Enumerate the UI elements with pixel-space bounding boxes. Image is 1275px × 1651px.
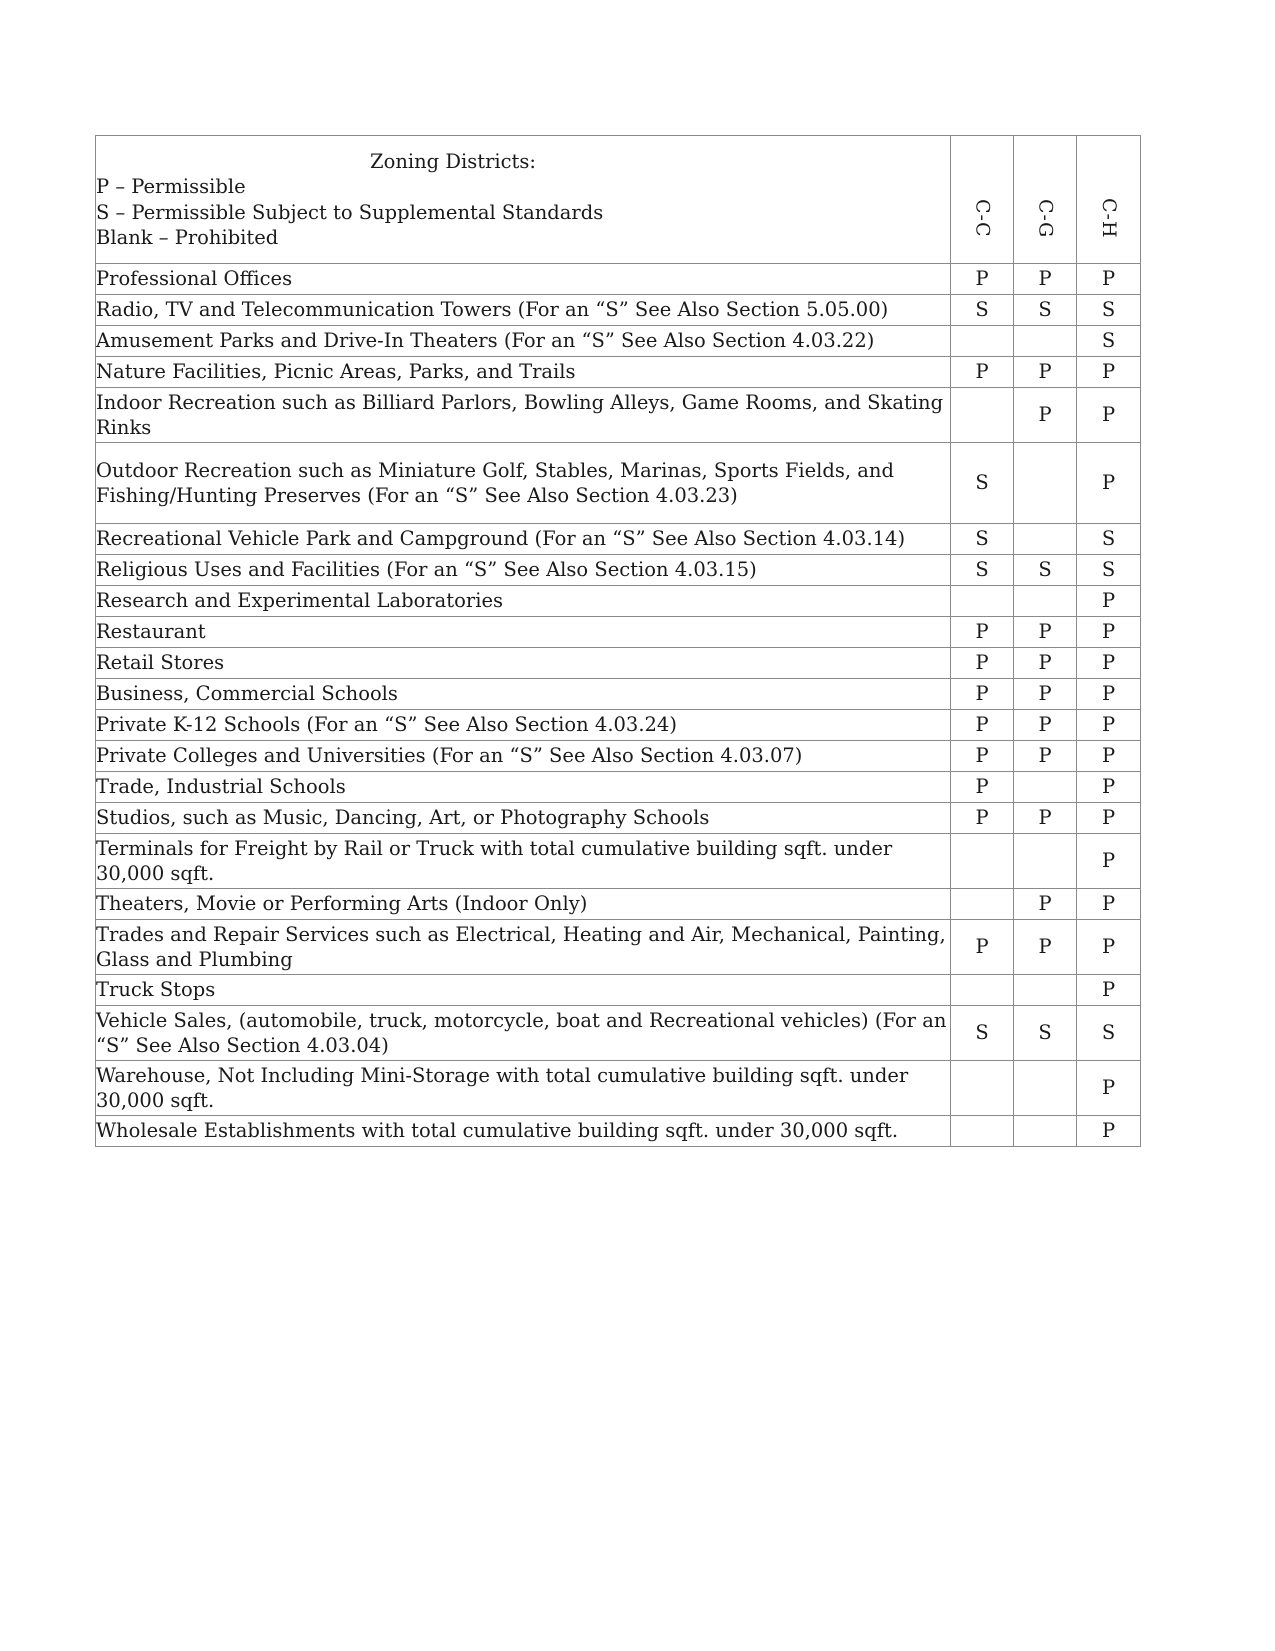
- district-header-cc: [951, 136, 1014, 264]
- table-row: [96, 710, 1141, 741]
- district-label: C-G: [1034, 198, 1057, 238]
- district-mark-cg: P: [1014, 920, 1077, 975]
- table-row: [96, 803, 1141, 834]
- district-mark-cc: S: [951, 295, 1014, 326]
- district-mark-cg: P: [1014, 679, 1077, 710]
- district-mark-cc: S: [951, 524, 1014, 555]
- use-description: Indoor Recreation such as Billiard Parlors, Bowling Alleys, Game Rooms, and Skating Rinks: [96, 388, 951, 443]
- legend-permissible: P – Permissible: [96, 175, 246, 199]
- table-row: [96, 524, 1141, 555]
- use-description: Theaters, Movie or Performing Arts (Indoor Only): [96, 889, 951, 920]
- district-label: C-H: [1097, 198, 1120, 239]
- district-mark-cg: [1014, 834, 1077, 889]
- use-description: Outdoor Recreation such as Miniature Golf, Stables, Marinas, Sports Fields, and Fishing/Hunting Preserves (For an “S” See Also Section 4.03.23): [96, 443, 951, 524]
- district-mark-ch: P: [1077, 834, 1141, 889]
- use-description: Trades and Repair Services such as Electrical, Heating and Air, Mechanical, Painting, Glass and Plumbing: [96, 920, 951, 975]
- district-mark-ch: P: [1077, 920, 1141, 975]
- use-description: Business, Commercial Schools: [96, 679, 951, 710]
- table-row: [96, 295, 1141, 326]
- use-description: Terminals for Freight by Rail or Truck with total cumulative building sqft. under 30,000 sqft.: [96, 834, 951, 889]
- district-mark-cc: P: [951, 617, 1014, 648]
- use-description: Private K-12 Schools (For an “S” See Also Section 4.03.24): [96, 710, 951, 741]
- district-mark-cc: P: [951, 741, 1014, 772]
- table-row: [96, 326, 1141, 357]
- district-mark-ch: P: [1077, 772, 1141, 803]
- table-row: [96, 586, 1141, 617]
- district-mark-cc: [951, 388, 1014, 443]
- district-mark-cg: [1014, 772, 1077, 803]
- district-mark-ch: P: [1077, 357, 1141, 388]
- district-mark-cc: [951, 586, 1014, 617]
- district-mark-cg: P: [1014, 803, 1077, 834]
- district-mark-ch: S: [1077, 1006, 1141, 1061]
- district-mark-cc: P: [951, 648, 1014, 679]
- table-row: [96, 617, 1141, 648]
- district-mark-cg: P: [1014, 264, 1077, 295]
- table-body: [96, 264, 1141, 1147]
- district-mark-ch: P: [1077, 803, 1141, 834]
- district-mark-ch: P: [1077, 586, 1141, 617]
- district-mark-cc: [951, 889, 1014, 920]
- district-mark-cc: [951, 326, 1014, 357]
- district-mark-cc: [951, 834, 1014, 889]
- table-row: [96, 1061, 1141, 1116]
- district-mark-cg: S: [1014, 1006, 1077, 1061]
- table-row: [96, 975, 1141, 1006]
- district-mark-cc: S: [951, 443, 1014, 524]
- table-row: [96, 648, 1141, 679]
- district-mark-cc: P: [951, 710, 1014, 741]
- district-mark-ch: P: [1077, 741, 1141, 772]
- district-mark-cc: [951, 1061, 1014, 1116]
- district-mark-cg: P: [1014, 388, 1077, 443]
- district-mark-cg: [1014, 1116, 1077, 1147]
- district-mark-cc: P: [951, 264, 1014, 295]
- use-description: Vehicle Sales, (automobile, truck, motorcycle, boat and Recreational vehicles) (For an “S” See Also Section 4.03.04): [96, 1006, 951, 1061]
- use-description: Wholesale Establishments with total cumulative building sqft. under 30,000 sqft.: [96, 1116, 951, 1147]
- district-mark-ch: P: [1077, 388, 1141, 443]
- district-mark-cg: P: [1014, 357, 1077, 388]
- legend-title: Zoning Districts:: [370, 149, 536, 173]
- district-mark-ch: P: [1077, 679, 1141, 710]
- use-description: Professional Offices: [96, 264, 951, 295]
- district-mark-cg: [1014, 524, 1077, 555]
- district-mark-cc: [951, 1116, 1014, 1147]
- district-mark-cc: P: [951, 357, 1014, 388]
- table-row: [96, 889, 1141, 920]
- use-description: Trade, Industrial Schools: [96, 772, 951, 803]
- legend-cell: [96, 136, 951, 264]
- table-row: [96, 357, 1141, 388]
- district-mark-ch: S: [1077, 555, 1141, 586]
- table-row: [96, 1006, 1141, 1061]
- legend-supplemental: S – Permissible Subject to Supplemental Standards: [96, 200, 604, 224]
- table-row: [96, 679, 1141, 710]
- district-mark-cg: [1014, 586, 1077, 617]
- table-row: [96, 443, 1141, 524]
- district-mark-ch: S: [1077, 326, 1141, 357]
- district-mark-cg: P: [1014, 648, 1077, 679]
- district-mark-cc: P: [951, 679, 1014, 710]
- use-description: Radio, TV and Telecommunication Towers (For an “S” See Also Section 5.05.00): [96, 295, 951, 326]
- district-mark-cc: P: [951, 803, 1014, 834]
- district-label: C-C: [971, 199, 994, 238]
- use-description: Recreational Vehicle Park and Campground (For an “S” See Also Section 4.03.14): [96, 524, 951, 555]
- district-mark-cc: P: [951, 772, 1014, 803]
- use-description: Private Colleges and Universities (For an “S” See Also Section 4.03.07): [96, 741, 951, 772]
- zoning-use-table: [95, 135, 1141, 1147]
- district-mark-ch: P: [1077, 443, 1141, 524]
- district-mark-ch: P: [1077, 889, 1141, 920]
- table-row: [96, 388, 1141, 443]
- district-header-cg: [1014, 136, 1077, 264]
- table-row: [96, 1116, 1141, 1147]
- use-description: Restaurant: [96, 617, 951, 648]
- use-description: Truck Stops: [96, 975, 951, 1006]
- district-mark-cg: [1014, 1061, 1077, 1116]
- use-description: Studios, such as Music, Dancing, Art, or Photography Schools: [96, 803, 951, 834]
- table-row: [96, 834, 1141, 889]
- district-mark-cc: S: [951, 555, 1014, 586]
- use-description: Retail Stores: [96, 648, 951, 679]
- district-mark-cg: P: [1014, 617, 1077, 648]
- table-header-row: [96, 136, 1141, 264]
- use-description: Religious Uses and Facilities (For an “S” See Also Section 4.03.15): [96, 555, 951, 586]
- district-mark-cg: [1014, 326, 1077, 357]
- district-mark-cg: [1014, 443, 1077, 524]
- table-row: [96, 772, 1141, 803]
- district-mark-ch: S: [1077, 524, 1141, 555]
- district-mark-ch: P: [1077, 975, 1141, 1006]
- use-description: Nature Facilities, Picnic Areas, Parks, and Trails: [96, 357, 951, 388]
- district-mark-cg: S: [1014, 295, 1077, 326]
- district-mark-cc: S: [951, 1006, 1014, 1061]
- district-mark-cg: [1014, 975, 1077, 1006]
- use-description: Amusement Parks and Drive-In Theaters (For an “S” See Also Section 4.03.22): [96, 326, 951, 357]
- table-row: [96, 555, 1141, 586]
- table-row: [96, 741, 1141, 772]
- district-mark-cg: S: [1014, 555, 1077, 586]
- district-header-ch: [1077, 136, 1141, 264]
- district-mark-ch: P: [1077, 1061, 1141, 1116]
- district-mark-ch: P: [1077, 710, 1141, 741]
- district-mark-ch: P: [1077, 648, 1141, 679]
- district-mark-cc: P: [951, 920, 1014, 975]
- table-row: [96, 920, 1141, 975]
- legend-prohibited: Blank – Prohibited: [96, 225, 279, 249]
- use-description: Warehouse, Not Including Mini-Storage with total cumulative building sqft. under 30,000 sqft.: [96, 1061, 951, 1116]
- table-row: [96, 264, 1141, 295]
- district-mark-ch: P: [1077, 264, 1141, 295]
- district-mark-ch: S: [1077, 295, 1141, 326]
- use-description: Research and Experimental Laboratories: [96, 586, 951, 617]
- district-mark-ch: P: [1077, 617, 1141, 648]
- district-mark-cc: [951, 975, 1014, 1006]
- district-mark-ch: P: [1077, 1116, 1141, 1147]
- district-mark-cg: P: [1014, 741, 1077, 772]
- district-mark-cg: P: [1014, 710, 1077, 741]
- district-mark-cg: P: [1014, 889, 1077, 920]
